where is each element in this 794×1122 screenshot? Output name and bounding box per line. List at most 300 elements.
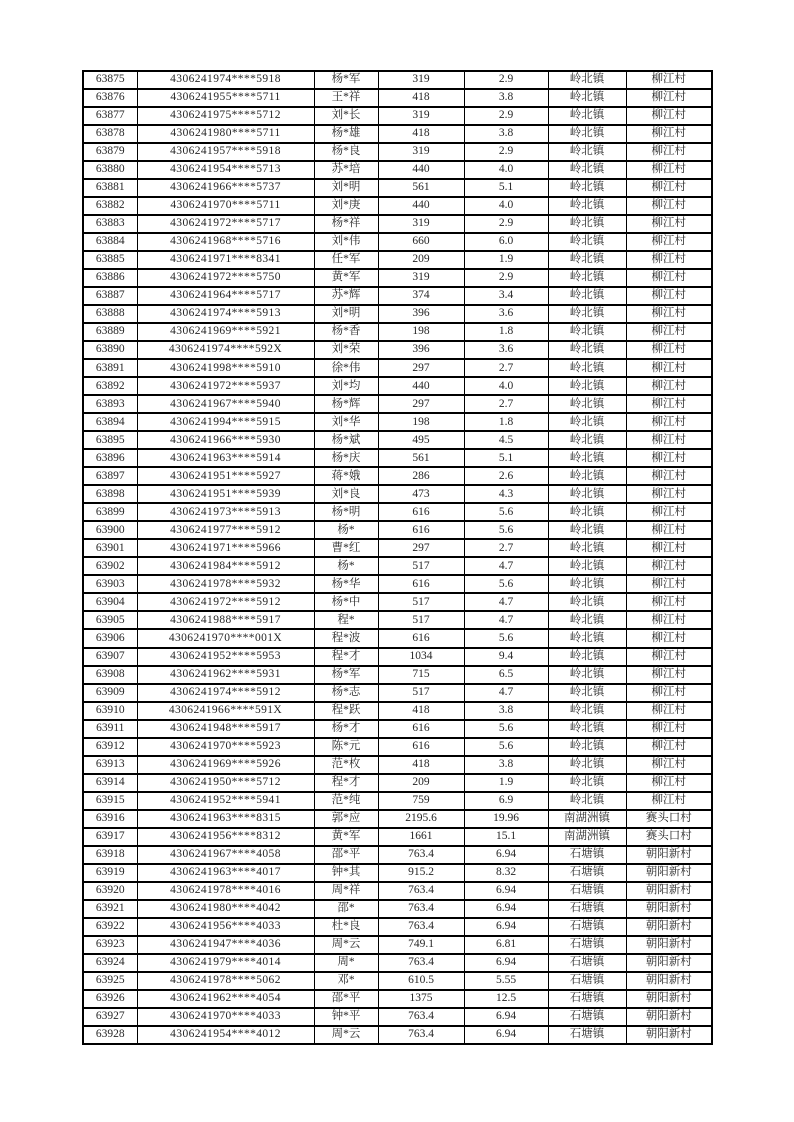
cell-village: 柳江村	[626, 179, 712, 197]
cell-town: 南湖洲镇	[548, 810, 626, 828]
cell-amount: 763.4	[378, 900, 464, 918]
cell-rate: 1.8	[464, 413, 548, 431]
cell-town: 石塘镇	[548, 900, 626, 918]
cell-village: 柳江村	[626, 431, 712, 449]
table-row	[83, 990, 712, 1008]
cell-name: 黄*军	[314, 269, 378, 287]
cell-serial: 63882	[83, 197, 137, 215]
cell-town: 岭北镇	[548, 71, 626, 89]
cell-id-masked: 4306241967****4058	[137, 846, 314, 864]
cell-town: 石塘镇	[548, 846, 626, 864]
cell-serial: 63904	[83, 593, 137, 611]
cell-village: 柳江村	[626, 611, 712, 629]
cell-name: 程*才	[314, 648, 378, 666]
cell-id-masked: 4306241963****4017	[137, 864, 314, 882]
cell-amount: 660	[378, 233, 464, 251]
cell-village: 赛头口村	[626, 810, 712, 828]
cell-town: 岭北镇	[548, 431, 626, 449]
cell-village: 柳江村	[626, 377, 712, 395]
cell-amount: 209	[378, 774, 464, 792]
cell-id-masked: 4306241974****5918	[137, 71, 314, 89]
table-row	[83, 107, 712, 125]
cell-town: 岭北镇	[548, 107, 626, 125]
cell-serial: 63887	[83, 287, 137, 305]
cell-rate: 1.8	[464, 323, 548, 341]
cell-amount: 763.4	[378, 918, 464, 936]
cell-town: 岭北镇	[548, 233, 626, 251]
cell-village: 柳江村	[626, 648, 712, 666]
cell-name: 杨*雄	[314, 125, 378, 143]
cell-amount: 319	[378, 215, 464, 233]
cell-village: 柳江村	[626, 449, 712, 467]
cell-serial: 63927	[83, 1008, 137, 1026]
cell-rate: 12.5	[464, 990, 548, 1008]
table-row	[83, 143, 712, 161]
cell-id-masked: 4306241950****5712	[137, 774, 314, 792]
cell-town: 岭北镇	[548, 521, 626, 539]
table-row	[83, 233, 712, 251]
cell-name: 杨*	[314, 521, 378, 539]
table-row	[83, 395, 712, 413]
cell-village: 朝阳新村	[626, 954, 712, 972]
cell-id-masked: 4306241974****592X	[137, 341, 314, 359]
cell-id-masked: 4306241984****5912	[137, 557, 314, 575]
table-row	[83, 575, 712, 593]
cell-village: 朝阳新村	[626, 846, 712, 864]
table-row	[83, 972, 712, 990]
cell-name: 杨*良	[314, 143, 378, 161]
cell-village: 柳江村	[626, 71, 712, 89]
cell-serial: 63888	[83, 305, 137, 323]
cell-rate: 6.94	[464, 1008, 548, 1026]
cell-rate: 2.7	[464, 395, 548, 413]
cell-amount: 440	[378, 197, 464, 215]
table-row	[83, 125, 712, 143]
cell-rate: 2.9	[464, 71, 548, 89]
cell-amount: 759	[378, 792, 464, 810]
cell-village: 柳江村	[626, 215, 712, 233]
cell-town: 岭北镇	[548, 305, 626, 323]
cell-town: 岭北镇	[548, 557, 626, 575]
cell-village: 柳江村	[626, 702, 712, 720]
cell-name: 刘*明	[314, 305, 378, 323]
cell-name: 苏*辉	[314, 287, 378, 305]
cell-town: 石塘镇	[548, 972, 626, 990]
cell-serial: 63901	[83, 539, 137, 557]
cell-rate: 4.7	[464, 557, 548, 575]
cell-name: 杨*香	[314, 323, 378, 341]
cell-town: 石塘镇	[548, 990, 626, 1008]
table-row	[83, 918, 712, 936]
cell-id-masked: 4306241957****5918	[137, 143, 314, 161]
cell-name: 刘*长	[314, 107, 378, 125]
cell-rate: 15.1	[464, 828, 548, 846]
cell-name: 程*	[314, 611, 378, 629]
cell-town: 岭北镇	[548, 756, 626, 774]
cell-rate: 5.6	[464, 629, 548, 647]
cell-amount: 610.5	[378, 972, 464, 990]
cell-rate: 6.94	[464, 918, 548, 936]
cell-id-masked: 4306241952****5941	[137, 792, 314, 810]
cell-town: 石塘镇	[548, 954, 626, 972]
cell-rate: 4.3	[464, 485, 548, 503]
cell-village: 朝阳新村	[626, 1026, 712, 1044]
cell-id-masked: 4306241975****5712	[137, 107, 314, 125]
cell-village: 柳江村	[626, 593, 712, 611]
cell-amount: 616	[378, 738, 464, 756]
cell-serial: 63914	[83, 774, 137, 792]
cell-id-masked: 4306241980****4042	[137, 900, 314, 918]
cell-rate: 6.94	[464, 900, 548, 918]
cell-id-masked: 4306241947****4036	[137, 936, 314, 954]
cell-name: 周*云	[314, 1026, 378, 1044]
cell-rate: 5.1	[464, 449, 548, 467]
cell-serial: 63881	[83, 179, 137, 197]
cell-serial: 63923	[83, 936, 137, 954]
cell-id-masked: 4306241952****5953	[137, 648, 314, 666]
cell-id-masked: 4306241948****5917	[137, 720, 314, 738]
cell-town: 岭北镇	[548, 197, 626, 215]
cell-serial: 63875	[83, 71, 137, 89]
cell-town: 石塘镇	[548, 918, 626, 936]
table-row	[83, 774, 712, 792]
records-table-body	[83, 71, 712, 1044]
cell-id-masked: 4306241955****5711	[137, 89, 314, 107]
cell-name: 杨*辉	[314, 395, 378, 413]
cell-rate: 6.9	[464, 792, 548, 810]
cell-rate: 3.8	[464, 89, 548, 107]
cell-rate: 6.94	[464, 846, 548, 864]
cell-serial: 63920	[83, 882, 137, 900]
cell-serial: 63908	[83, 666, 137, 684]
cell-amount: 763.4	[378, 1026, 464, 1044]
cell-name: 徐*伟	[314, 359, 378, 377]
cell-rate: 3.6	[464, 341, 548, 359]
cell-name: 苏*培	[314, 161, 378, 179]
cell-amount: 517	[378, 557, 464, 575]
table-row	[83, 1008, 712, 1026]
cell-village: 朝阳新村	[626, 990, 712, 1008]
cell-serial: 63893	[83, 395, 137, 413]
cell-rate: 3.8	[464, 756, 548, 774]
cell-rate: 4.0	[464, 161, 548, 179]
cell-name: 杨*军	[314, 666, 378, 684]
cell-id-masked: 4306241951****5927	[137, 467, 314, 485]
cell-serial: 63911	[83, 720, 137, 738]
cell-name: 刘*伟	[314, 233, 378, 251]
cell-village: 朝阳新村	[626, 882, 712, 900]
cell-amount: 440	[378, 377, 464, 395]
cell-amount: 763.4	[378, 1008, 464, 1026]
cell-id-masked: 4306241978****5062	[137, 972, 314, 990]
table-row	[83, 503, 712, 521]
cell-serial: 63895	[83, 431, 137, 449]
cell-serial: 63880	[83, 161, 137, 179]
cell-serial: 63891	[83, 359, 137, 377]
table-row	[83, 810, 712, 828]
cell-town: 石塘镇	[548, 1008, 626, 1026]
cell-village: 柳江村	[626, 413, 712, 431]
cell-amount: 396	[378, 305, 464, 323]
cell-town: 岭北镇	[548, 251, 626, 269]
table-row	[83, 557, 712, 575]
cell-serial: 63921	[83, 900, 137, 918]
cell-town: 岭北镇	[548, 215, 626, 233]
cell-village: 朝阳新村	[626, 864, 712, 882]
cell-serial: 63890	[83, 341, 137, 359]
cell-amount: 286	[378, 467, 464, 485]
cell-village: 柳江村	[626, 89, 712, 107]
cell-amount: 198	[378, 323, 464, 341]
cell-amount: 495	[378, 431, 464, 449]
table-row	[83, 702, 712, 720]
cell-id-masked: 4306241956****8312	[137, 828, 314, 846]
cell-village: 柳江村	[626, 323, 712, 341]
cell-id-masked: 4306241971****8341	[137, 251, 314, 269]
table-row	[83, 341, 712, 359]
cell-amount: 209	[378, 251, 464, 269]
cell-town: 岭北镇	[548, 287, 626, 305]
table-row	[83, 449, 712, 467]
table-row	[83, 882, 712, 900]
cell-town: 南湖洲镇	[548, 828, 626, 846]
cell-name: 任*军	[314, 251, 378, 269]
cell-village: 朝阳新村	[626, 972, 712, 990]
cell-town: 岭北镇	[548, 179, 626, 197]
cell-serial: 63919	[83, 864, 137, 882]
cell-serial: 63885	[83, 251, 137, 269]
cell-town: 岭北镇	[548, 503, 626, 521]
cell-id-masked: 4306241966****5930	[137, 431, 314, 449]
cell-town: 岭北镇	[548, 125, 626, 143]
cell-name: 范*枚	[314, 756, 378, 774]
cell-village: 柳江村	[626, 305, 712, 323]
cell-serial: 63928	[83, 1026, 137, 1044]
cell-name: 刘*良	[314, 485, 378, 503]
cell-rate: 4.7	[464, 684, 548, 702]
cell-name: 杜*良	[314, 918, 378, 936]
cell-town: 岭北镇	[548, 684, 626, 702]
cell-serial: 63912	[83, 738, 137, 756]
cell-village: 柳江村	[626, 395, 712, 413]
table-row	[83, 179, 712, 197]
cell-town: 岭北镇	[548, 269, 626, 287]
cell-amount: 440	[378, 161, 464, 179]
cell-amount: 517	[378, 611, 464, 629]
cell-village: 柳江村	[626, 161, 712, 179]
cell-serial: 63879	[83, 143, 137, 161]
table-row	[83, 71, 712, 89]
cell-town: 岭北镇	[548, 377, 626, 395]
cell-amount: 1661	[378, 828, 464, 846]
cell-name: 杨*华	[314, 575, 378, 593]
cell-village: 柳江村	[626, 774, 712, 792]
cell-serial: 63918	[83, 846, 137, 864]
cell-id-masked: 4306241954****5713	[137, 161, 314, 179]
cell-amount: 297	[378, 395, 464, 413]
cell-id-masked: 4306241969****5921	[137, 323, 314, 341]
cell-village: 柳江村	[626, 539, 712, 557]
cell-amount: 319	[378, 71, 464, 89]
cell-amount: 396	[378, 341, 464, 359]
cell-serial: 63910	[83, 702, 137, 720]
cell-id-masked: 4306241954****4012	[137, 1026, 314, 1044]
cell-name: 王*祥	[314, 89, 378, 107]
cell-serial: 63925	[83, 972, 137, 990]
cell-rate: 5.1	[464, 179, 548, 197]
cell-rate: 6.94	[464, 954, 548, 972]
table-row	[83, 197, 712, 215]
cell-name: 杨*才	[314, 720, 378, 738]
table-row	[83, 666, 712, 684]
cell-name: 周*	[314, 954, 378, 972]
cell-town: 岭北镇	[548, 702, 626, 720]
cell-name: 钟*平	[314, 1008, 378, 1026]
cell-amount: 319	[378, 143, 464, 161]
cell-town: 岭北镇	[548, 720, 626, 738]
cell-village: 赛头口村	[626, 828, 712, 846]
cell-id-masked: 4306241962****5931	[137, 666, 314, 684]
cell-id-masked: 4306241966****5737	[137, 179, 314, 197]
cell-name: 程*跃	[314, 702, 378, 720]
cell-village: 柳江村	[626, 341, 712, 359]
cell-rate: 6.94	[464, 882, 548, 900]
cell-id-masked: 4306241977****5912	[137, 521, 314, 539]
cell-amount: 418	[378, 89, 464, 107]
cell-name: 杨*军	[314, 71, 378, 89]
cell-serial: 63889	[83, 323, 137, 341]
cell-village: 柳江村	[626, 251, 712, 269]
cell-town: 岭北镇	[548, 395, 626, 413]
cell-town: 岭北镇	[548, 341, 626, 359]
cell-amount: 763.4	[378, 882, 464, 900]
cell-village: 柳江村	[626, 792, 712, 810]
cell-name: 刘*均	[314, 377, 378, 395]
cell-id-masked: 4306241974****5912	[137, 684, 314, 702]
cell-amount: 319	[378, 107, 464, 125]
cell-serial: 63917	[83, 828, 137, 846]
cell-serial: 63915	[83, 792, 137, 810]
cell-town: 岭北镇	[548, 143, 626, 161]
cell-amount: 2195.6	[378, 810, 464, 828]
cell-village: 柳江村	[626, 269, 712, 287]
cell-name: 陈*元	[314, 738, 378, 756]
cell-town: 岭北镇	[548, 792, 626, 810]
cell-rate: 19.96	[464, 810, 548, 828]
cell-rate: 8.32	[464, 864, 548, 882]
cell-village: 柳江村	[626, 557, 712, 575]
cell-town: 石塘镇	[548, 936, 626, 954]
cell-town: 岭北镇	[548, 666, 626, 684]
cell-name: 程*才	[314, 774, 378, 792]
cell-serial: 63900	[83, 521, 137, 539]
cell-village: 柳江村	[626, 666, 712, 684]
table-row	[83, 954, 712, 972]
cell-rate: 2.9	[464, 215, 548, 233]
cell-serial: 63926	[83, 990, 137, 1008]
cell-amount: 473	[378, 485, 464, 503]
cell-id-masked: 4306241963****8315	[137, 810, 314, 828]
cell-name: 杨*明	[314, 503, 378, 521]
table-row	[83, 864, 712, 882]
cell-serial: 63902	[83, 557, 137, 575]
table-row	[83, 1026, 712, 1044]
cell-town: 岭北镇	[548, 485, 626, 503]
cell-serial: 63883	[83, 215, 137, 233]
cell-id-masked: 4306241970****5711	[137, 197, 314, 215]
table-row	[83, 593, 712, 611]
cell-id-masked: 4306241967****5940	[137, 395, 314, 413]
cell-amount: 763.4	[378, 954, 464, 972]
cell-name: 邵*	[314, 900, 378, 918]
cell-town: 岭北镇	[548, 449, 626, 467]
cell-village: 柳江村	[626, 287, 712, 305]
cell-name: 杨*庆	[314, 449, 378, 467]
cell-village: 柳江村	[626, 233, 712, 251]
cell-amount: 374	[378, 287, 464, 305]
cell-amount: 1375	[378, 990, 464, 1008]
cell-village: 朝阳新村	[626, 900, 712, 918]
cell-id-masked: 4306241963****5914	[137, 449, 314, 467]
cell-id-masked: 4306241994****5915	[137, 413, 314, 431]
cell-serial: 63884	[83, 233, 137, 251]
table-row	[83, 792, 712, 810]
cell-rate: 5.6	[464, 521, 548, 539]
cell-amount: 616	[378, 521, 464, 539]
cell-amount: 561	[378, 179, 464, 197]
cell-amount: 198	[378, 413, 464, 431]
cell-rate: 6.5	[464, 666, 548, 684]
cell-village: 柳江村	[626, 575, 712, 593]
table-row	[83, 287, 712, 305]
cell-rate: 4.7	[464, 593, 548, 611]
records-table	[82, 70, 713, 1045]
cell-town: 石塘镇	[548, 864, 626, 882]
table-row	[83, 215, 712, 233]
cell-name: 曹*红	[314, 539, 378, 557]
table-row	[83, 738, 712, 756]
cell-name: 杨*中	[314, 593, 378, 611]
cell-town: 岭北镇	[548, 738, 626, 756]
table-row	[83, 521, 712, 539]
cell-village: 柳江村	[626, 107, 712, 125]
cell-rate: 2.6	[464, 467, 548, 485]
cell-amount: 418	[378, 702, 464, 720]
cell-serial: 63886	[83, 269, 137, 287]
cell-town: 岭北镇	[548, 323, 626, 341]
cell-serial: 63877	[83, 107, 137, 125]
cell-amount: 616	[378, 503, 464, 521]
cell-village: 柳江村	[626, 629, 712, 647]
table-row	[83, 305, 712, 323]
cell-id-masked: 4306241979****4014	[137, 954, 314, 972]
cell-id-masked: 4306241973****5913	[137, 503, 314, 521]
cell-id-masked: 4306241978****4016	[137, 882, 314, 900]
cell-village: 柳江村	[626, 359, 712, 377]
table-row	[83, 467, 712, 485]
cell-amount: 418	[378, 756, 464, 774]
cell-serial: 63898	[83, 485, 137, 503]
cell-town: 岭北镇	[548, 774, 626, 792]
cell-rate: 5.6	[464, 503, 548, 521]
cell-name: 邵*平	[314, 990, 378, 1008]
cell-amount: 319	[378, 269, 464, 287]
cell-village: 朝阳新村	[626, 918, 712, 936]
cell-rate: 2.7	[464, 359, 548, 377]
cell-name: 刘*庚	[314, 197, 378, 215]
cell-town: 石塘镇	[548, 882, 626, 900]
cell-rate: 4.7	[464, 611, 548, 629]
